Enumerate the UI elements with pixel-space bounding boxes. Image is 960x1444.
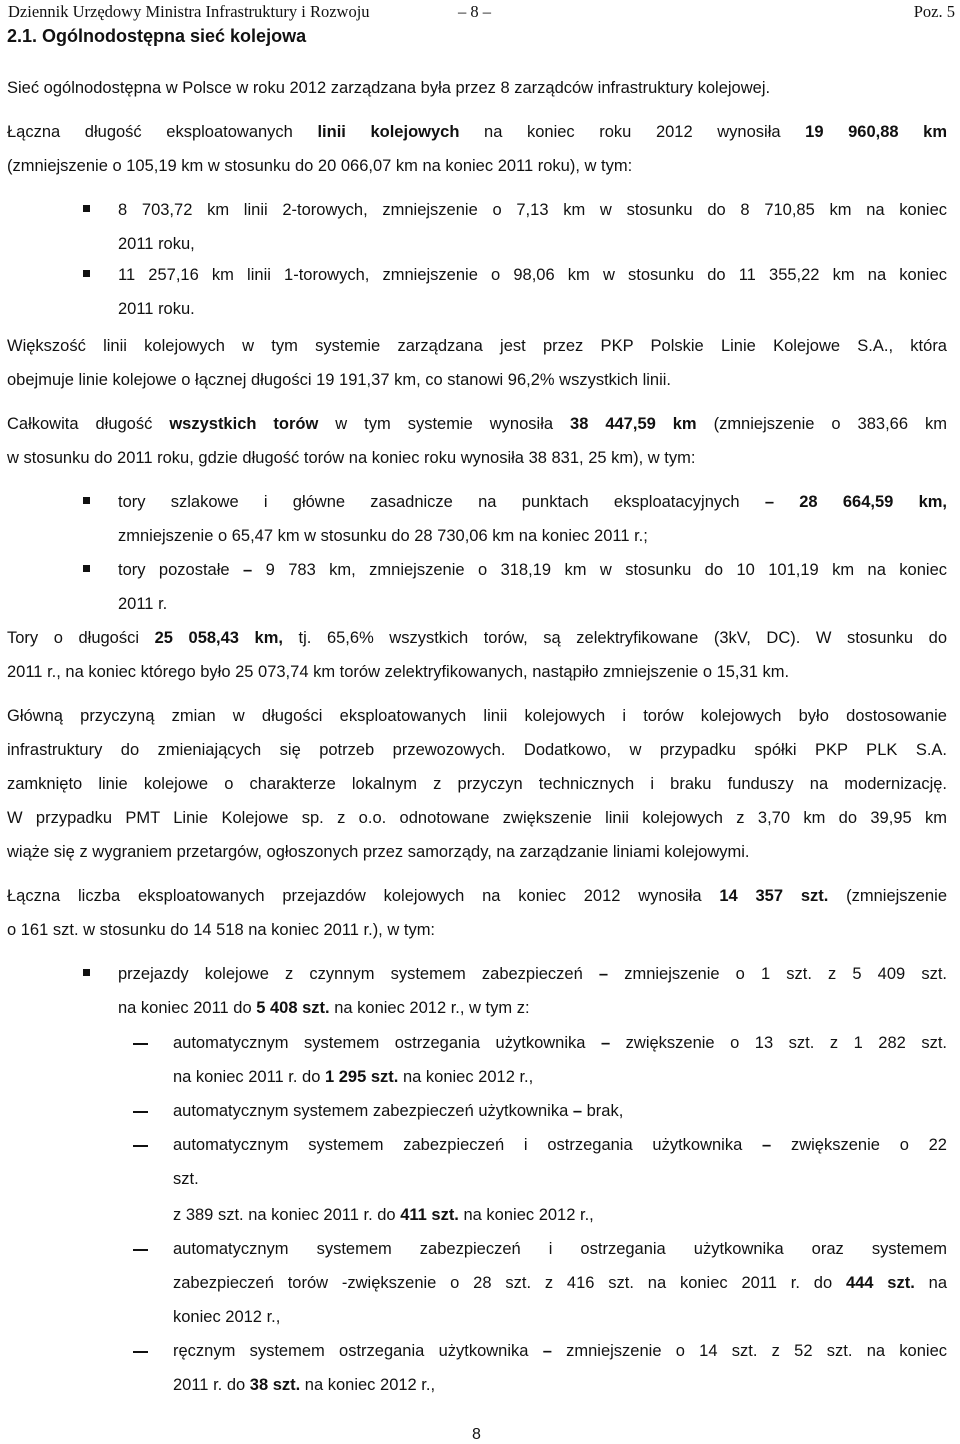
sublist-item-line <box>173 1273 947 1293</box>
list-item-line <box>118 998 947 1018</box>
text-segment: na koniec 2012 r., <box>398 1068 534 1086</box>
text-segment: tory szlakowe i główne zasadnicze na punktach eksploatacyjnych <box>118 493 765 511</box>
text-segment: 2011 roku. <box>118 300 195 318</box>
text-segment: automatycznym systemem zabezpieczeń użytkownika <box>173 1102 573 1120</box>
text-segment: (zmniejszenie o 105,19 km w stosunku do 20 066,07 km na koniec 2011 roku), w tym: <box>7 157 633 175</box>
text-segment: zabezpieczeń torów -zwiększenie o 28 szt. z 416 szt. na koniec 2011 r. do <box>173 1274 846 1292</box>
text-segment: obejmuje linie kolejowe o łącznej długości 19 191,37 km, co stanowi 96,2% wszystkich linii. <box>7 371 672 389</box>
dash-marker <box>133 1145 148 1147</box>
position-number: Poz. 5 <box>913 2 955 21</box>
text-segment: 9 783 km, zmniejszenie o 318,19 km w stosunku do 10 101,19 km na koniec <box>252 561 948 579</box>
text-line <box>7 774 947 794</box>
text-segment: automatycznym systemem ostrzegania użytkownika <box>173 1034 601 1052</box>
text-segment: Łączna długość eksploatowanych <box>7 123 318 141</box>
header-page-marker: – 8 – <box>458 2 491 21</box>
bold-text-segment: 19 960,88 km <box>805 123 947 141</box>
text-line <box>7 740 947 760</box>
text-line <box>7 336 947 356</box>
list-item-line <box>118 560 947 580</box>
bold-text-segment: 14 357 szt. <box>719 887 829 905</box>
text-segment: zmniejszenie o 14 szt. z 52 szt. na koniec <box>551 1342 947 1360</box>
text-segment: na koniec roku 2012 wynosiła <box>459 123 806 141</box>
text-segment: zmniejszenie o 1 szt. z 5 409 szt. <box>608 965 947 983</box>
text-segment: (zmniejszenie <box>828 887 947 905</box>
text-segment: Sieć ogólnodostępna w Polsce w roku 2012 zarządzana była przez 8 zarządców infrastruktury kolejowej. <box>7 79 771 97</box>
text-line <box>7 920 947 940</box>
list-item-line <box>118 492 947 512</box>
text-segment: W przypadku PMT Linie Kolejowe sp. z o.o. odnotowane zwiększenie linii kolejowych z 3,70 km do 39,95 km <box>7 809 947 827</box>
text-segment: zamknięto linie kolejowe o charakterze lokalnym z przyczyn technicznych i braku funduszy na modernizację. <box>7 775 947 793</box>
list-item-line <box>118 234 947 254</box>
sublist-item-line <box>173 1067 947 1087</box>
bold-text-segment: 38 szt. <box>249 1376 301 1394</box>
sublist-item-line <box>173 1033 947 1053</box>
text-segment: na koniec 2011 r. do <box>173 1068 325 1086</box>
list-item-line <box>118 594 947 614</box>
bold-text-segment: 5 408 szt. <box>256 999 330 1017</box>
text-line <box>7 628 947 648</box>
bullet-marker <box>83 205 90 212</box>
text-line <box>7 662 947 682</box>
dash-marker <box>133 1111 148 1113</box>
bold-text-segment: – <box>600 1034 611 1052</box>
text-segment: na koniec 2012 r., w tym z: <box>329 999 530 1017</box>
bold-text-segment: – <box>243 561 253 579</box>
text-line <box>7 156 947 176</box>
text-segment: 11 257,16 km linii 1-torowych, zmniejszenie o 98,06 km w stosunku do 11 355,22 km na koniec <box>118 266 947 284</box>
text-segment: 2011 r., na koniec którego było 25 073,74 km torów zelektryfikowanych, nastąpiło zmniejszenie o 15,31 km. <box>7 663 790 681</box>
bold-text-segment: linii kolejowych <box>317 123 460 141</box>
bullet-marker <box>83 969 90 976</box>
text-line <box>7 414 947 434</box>
text-segment: ręcznym systemem ostrzegania użytkownika <box>173 1342 543 1360</box>
journal-title: Dziennik Urzędowy Ministra Infrastruktury i Rozwoju <box>8 2 370 21</box>
text-line <box>7 808 947 828</box>
text-segment: na koniec 2012 r., <box>458 1206 594 1224</box>
sublist-item-line <box>173 1307 947 1327</box>
list-item-line <box>118 299 947 319</box>
bold-text-segment: 38 447,59 km <box>570 415 697 433</box>
bold-text-segment: – <box>598 965 609 983</box>
bold-text-segment: – <box>762 1136 772 1154</box>
bold-text-segment: wszystkich torów <box>169 415 319 433</box>
text-segment: zwiększenie o 13 szt. z 1 282 szt. <box>610 1034 948 1052</box>
text-segment: 2011 r. <box>118 595 168 613</box>
text-segment: automatycznym systemem zabezpieczeń i ostrzegania użytkownika oraz systemem <box>173 1240 947 1258</box>
list-item-line <box>118 964 947 984</box>
bold-text-segment: – 28 664,59 km, <box>764 493 947 511</box>
sublist-item-line <box>173 1169 947 1189</box>
text-segment: tj. 65,6% wszystkich torów, są zelektryfikowane (3kV, DC). W stosunku do <box>282 629 947 647</box>
sublist-item-line <box>173 1135 947 1155</box>
bullet-marker <box>83 270 90 277</box>
sublist-item-line <box>173 1239 947 1259</box>
sublist-item-line <box>173 1205 947 1225</box>
bold-text-segment: – <box>542 1342 552 1360</box>
text-segment: (zmniejszenie o 383,66 km <box>696 415 947 433</box>
sublist-item-line <box>173 1341 947 1361</box>
text-segment: szt. <box>173 1170 199 1188</box>
text-segment: na koniec 2012 r., <box>300 1376 436 1394</box>
text-segment: 2011 roku, <box>118 235 195 253</box>
bold-text-segment: 411 szt. <box>400 1206 459 1224</box>
text-segment: 2011 r. do <box>173 1376 250 1394</box>
text-segment: wiąże się z wygraniem przetargów, ogłoszonych przez samorządy, na zarządzanie liniami kolejowymi. <box>7 843 750 861</box>
text-segment: w stosunku do 2011 roku, gdzie długość torów na koniec roku wynosiła 38 831, 25 km), w tym: <box>7 449 696 467</box>
text-line <box>7 448 947 468</box>
text-segment: Całkowita długość <box>7 415 170 433</box>
section-title: 2.1. Ogólnodostępna sieć kolejowa <box>7 26 307 46</box>
page-number: 8 <box>472 1426 481 1443</box>
list-item-line <box>118 265 947 285</box>
text-segment: przejazdy kolejowe z czynnym systemem zabezpieczeń <box>118 965 599 983</box>
text-line <box>7 886 947 906</box>
bold-text-segment: 25 058,43 km, <box>154 629 283 647</box>
list-item-line <box>118 526 947 546</box>
bold-text-segment: 1 295 szt. <box>324 1068 399 1086</box>
text-segment: tory pozostałe <box>118 561 243 579</box>
text-segment: infrastruktury do zmieniających się potrzeb przewozowych. Dodatkowo, w przypadku spółki PKP PLK S.A. <box>7 741 947 759</box>
text-line <box>7 706 947 726</box>
bullet-marker <box>83 497 90 504</box>
text-segment: koniec 2012 r., <box>173 1308 281 1326</box>
text-line <box>7 78 947 98</box>
dash-marker <box>133 1351 148 1353</box>
text-segment: na koniec 2011 do <box>118 999 257 1017</box>
list-item-line <box>118 200 947 220</box>
running-header <box>0 2 960 22</box>
sublist-item-line <box>173 1375 947 1395</box>
dash-marker <box>133 1249 148 1251</box>
text-segment: Łączna liczba eksploatowanych przejazdów kolejowych na koniec 2012 wynosiła <box>7 887 720 905</box>
text-segment: o 161 szt. w stosunku do 14 518 na koniec 2011 r.), w tym: <box>7 921 436 939</box>
text-line <box>7 370 947 390</box>
text-line <box>7 122 947 142</box>
text-segment: w tym systemie wynosiła <box>318 415 571 433</box>
dash-marker <box>133 1043 148 1045</box>
text-segment: z 389 szt. na koniec 2011 r. do <box>173 1206 401 1224</box>
bold-text-segment: 444 szt. <box>845 1274 915 1292</box>
text-line <box>7 842 947 862</box>
text-segment: na <box>914 1274 948 1292</box>
bullet-marker <box>83 565 90 572</box>
text-segment: Większość linii kolejowych w tym systemie zarządzana jest przez PKP Polskie Linie Kolejowe S.A., która <box>7 337 947 355</box>
text-segment: Główną przyczyną zmian w długości eksploatowanych linii kolejowych i torów kolejowych było dostosowanie <box>7 707 947 725</box>
sublist-item-line <box>173 1101 947 1121</box>
text-segment: brak, <box>582 1102 624 1120</box>
text-segment: zwiększenie o 22 <box>771 1136 947 1154</box>
bold-text-segment: – <box>572 1102 583 1120</box>
text-segment: zmniejszenie o 65,47 km w stosunku do 28 730,06 km na koniec 2011 r.; <box>118 527 648 545</box>
text-segment: automatycznym systemem zabezpieczeń i ostrzegania użytkownika <box>173 1136 763 1154</box>
text-segment: Tory o długości <box>7 629 155 647</box>
text-segment: 8 703,72 km linii 2-torowych, zmniejszenie o 7,13 km w stosunku do 8 710,85 km na koniec <box>118 201 947 219</box>
